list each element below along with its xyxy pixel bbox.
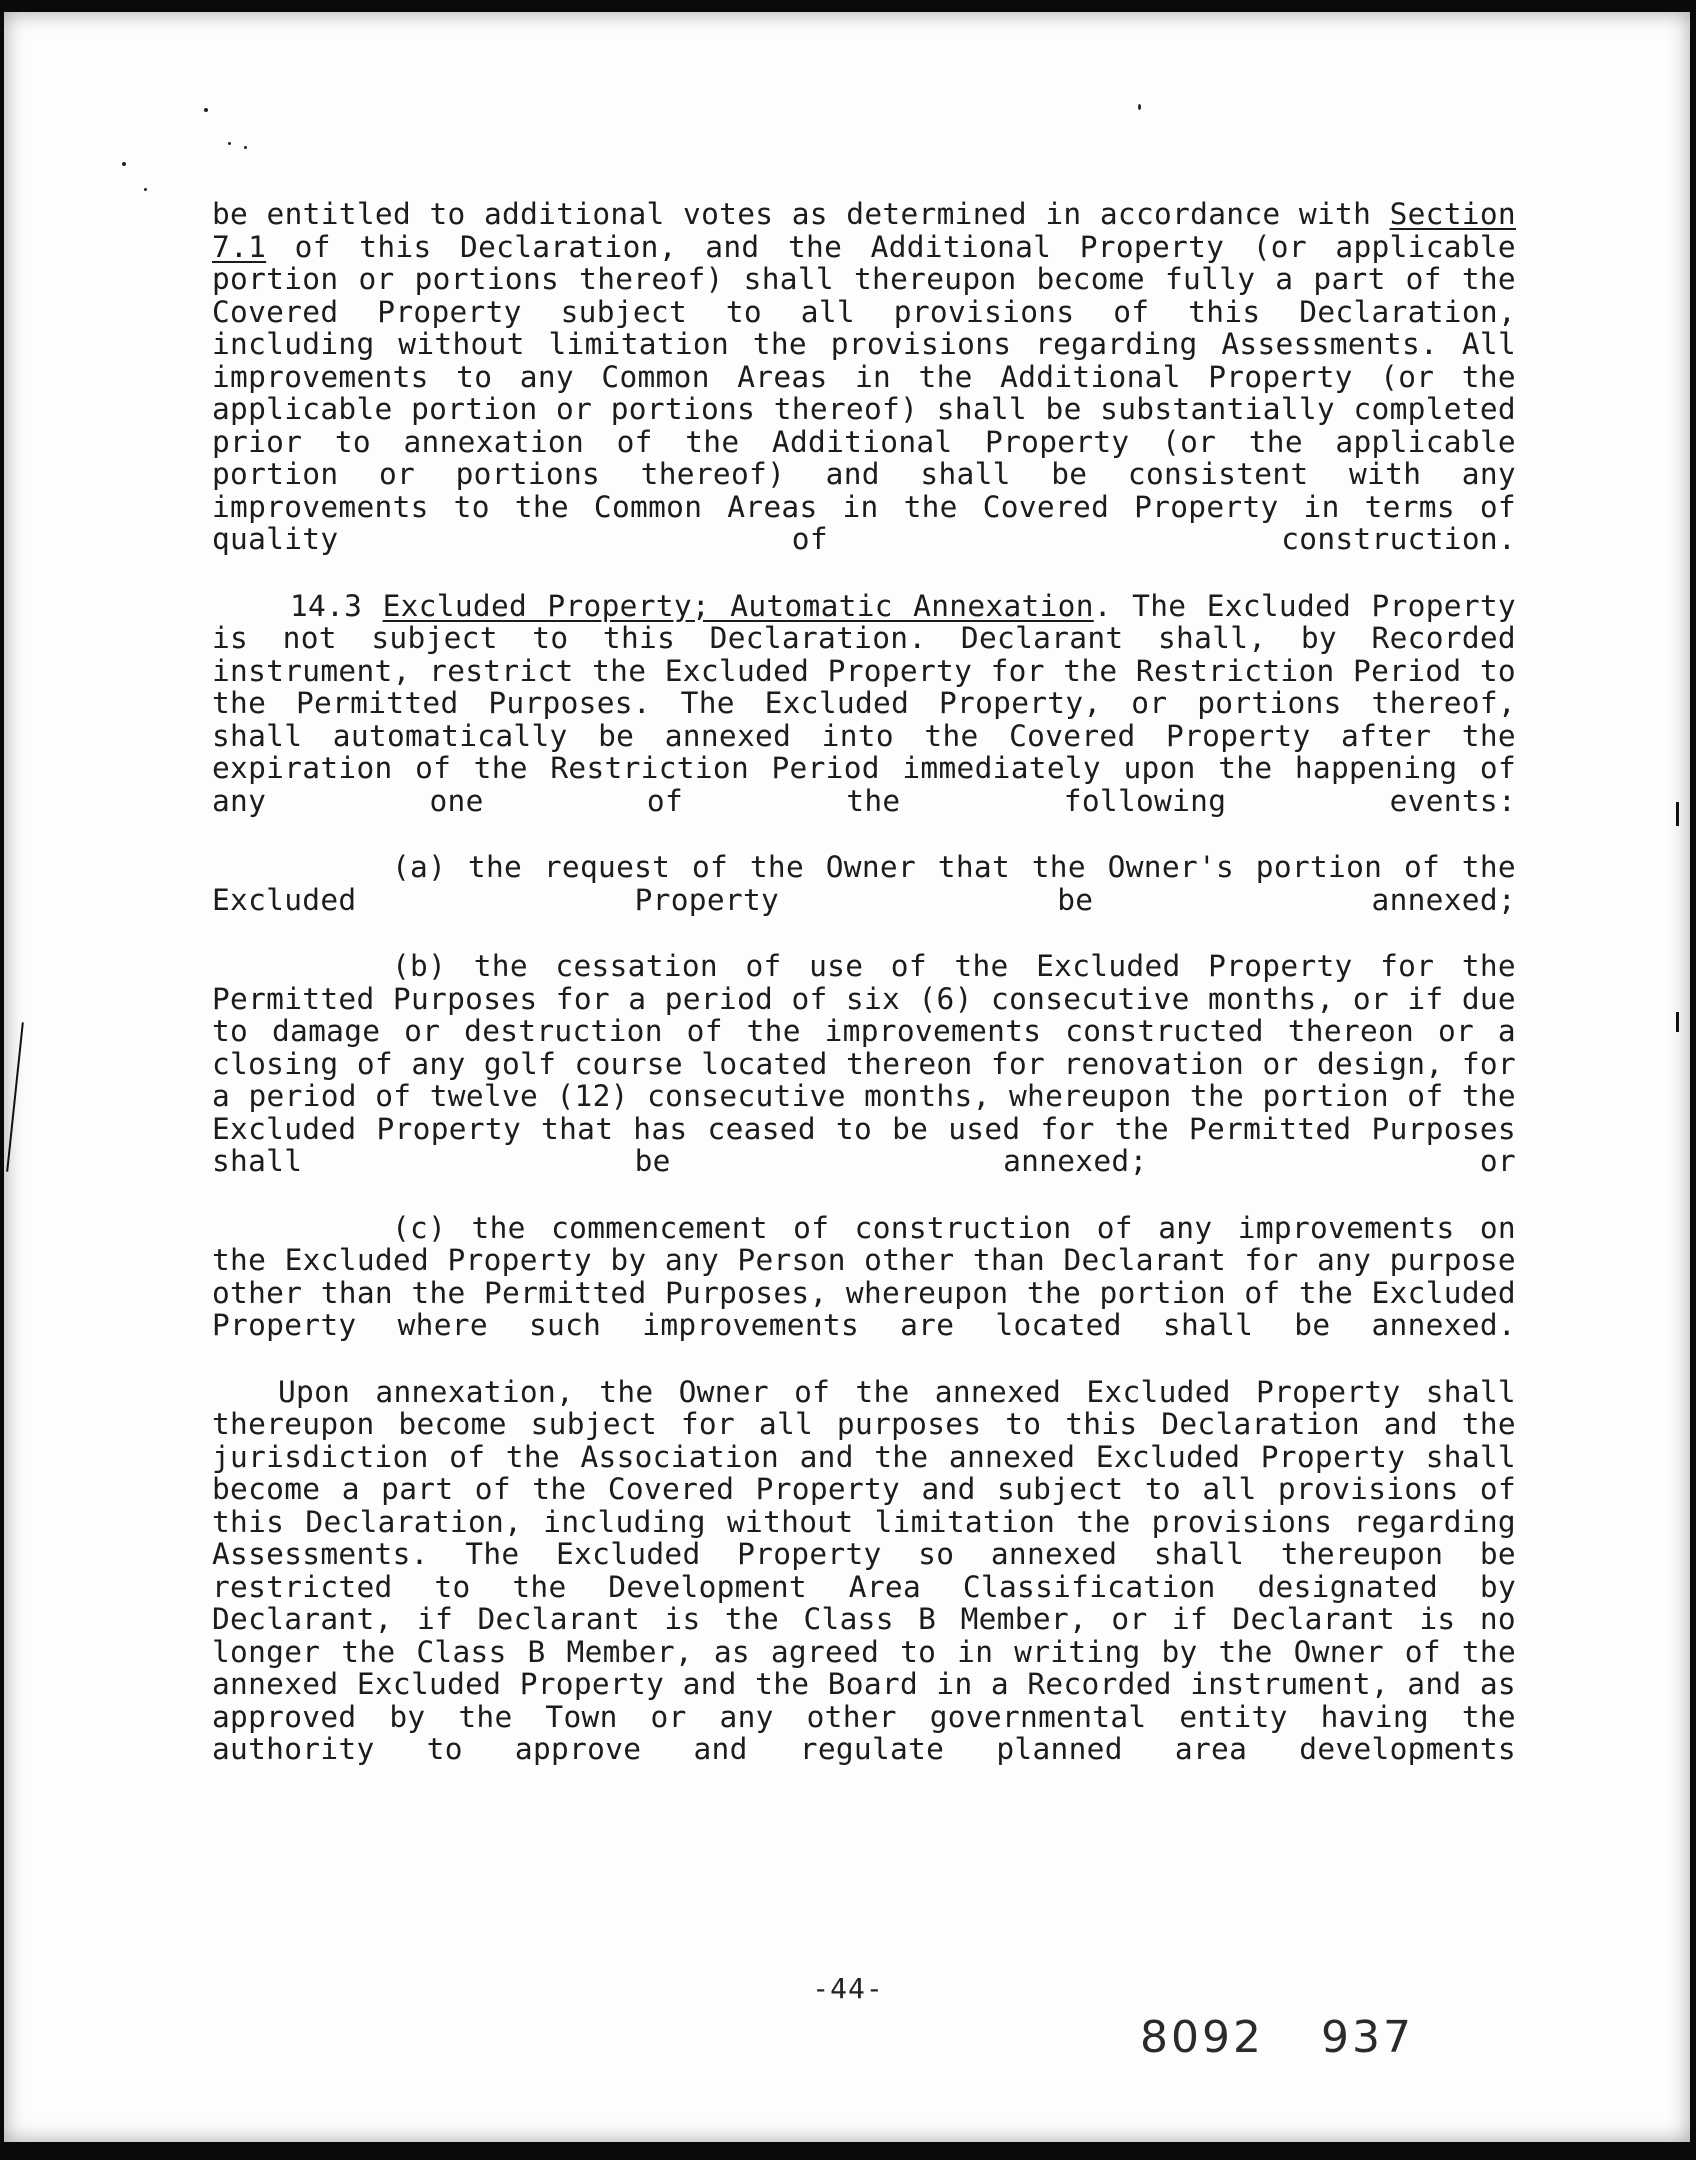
document-body (212, 198, 1516, 1766)
record-book-number: 8092 (1140, 2012, 1264, 2063)
record-stamp (1140, 2012, 1414, 2063)
section-14-3-text: . The Excluded Property is not subject to this Declaration. Declarant shall, by Recorded instrument, restrict the Excluded Property for the Restriction Period to the Permitted Purposes. The Excluded Property, or portions thereof, shall automatically be annexed into the Covered Property after the expiration of the Restriction Period immediately upon the happening of any one of the following events: (212, 588, 1516, 818)
scan-speck (244, 146, 247, 149)
opening-text-rest: of this Declaration, and the Additional Property (or applicable portion or portions thereof) shall thereupon become fully a part of the Covered Property subject to all provisions of this Declaration, including without limitation the provisions regarding Assessments. All improvements to any Common Areas in the Additional Property (or the applicable portion or portions thereof) shall be substantially completed prior to annexation of the Additional Property (or the applicable portion or portions thereof) and shall be consistent with any improvements to the Common Areas in the Covered Property in terms of quality of construction. (212, 229, 1516, 556)
scan-speck (228, 142, 231, 145)
section-heading: Excluded Property; Automatic Annexation (382, 588, 1094, 623)
record-page-number: 937 (1320, 2012, 1414, 2063)
scan-edge-mark (1676, 802, 1679, 826)
list-item-c: (c) the commencement of construction of any improvements on the Excluded Property by any Person other than Declarant for any purpose other than the Permitted Purposes, whereupon the portion of the Excluded Property where such improvements are located shall be annexed. (212, 1210, 1516, 1342)
section-7-1-reference: Section 7.1 (212, 197, 1516, 264)
scan-speck (144, 188, 147, 191)
section-14-3-paragraph (212, 590, 1516, 818)
page-number: -44- (812, 1972, 884, 2005)
closing-paragraph: Upon annexation, the Owner of the annexed Excluded Property shall thereupon become subject for all purposes to this Declaration and the jurisdiction of the Association and the annexed Excluded Property shall become a part of the Covered Property and subject to all provisions of this Declaration, including without limitation the provisions regarding Assessments. The Excluded Property so annexed shall thereupon be restricted to the Development Area Classification designated by Declarant, if Declarant is the Class B Member, or if Declarant is no longer the Class B Member, as agreed to in writing by the Owner of the annexed Excluded Property and the Board in a Recorded instrument, and as approved by the Town or any other governmental entity having the authority to approve and regulate planned area developments (212, 1374, 1516, 1766)
list-item-b: (b) the cessation of use of the Excluded Property for the Permitted Purposes for a period of six (6) consecutive months, or if due to damage or destruction of the improvements constructed thereon or a closing of any golf course located thereon for renovation or design, for a period of twelve (12) consecutive months, whereupon the portion of the Excluded Property that has ceased to be used for the Permitted Purposes shall be annexed; or (212, 949, 1516, 1178)
list-item-a: (a) the request of the Owner that the Owner's portion of the Excluded Property be annexed; (212, 850, 1516, 917)
scan-speck (122, 162, 126, 166)
scan-edge-mark (6, 1022, 24, 1171)
section-number: 14.3 (290, 588, 363, 623)
scan-speck (1138, 104, 1141, 110)
opening-paragraph (212, 198, 1516, 556)
scan-speck (204, 108, 208, 112)
opening-text-start: be entitled to additional votes as determined in accordance with (212, 197, 1390, 231)
scan-edge-mark (1676, 1012, 1679, 1032)
